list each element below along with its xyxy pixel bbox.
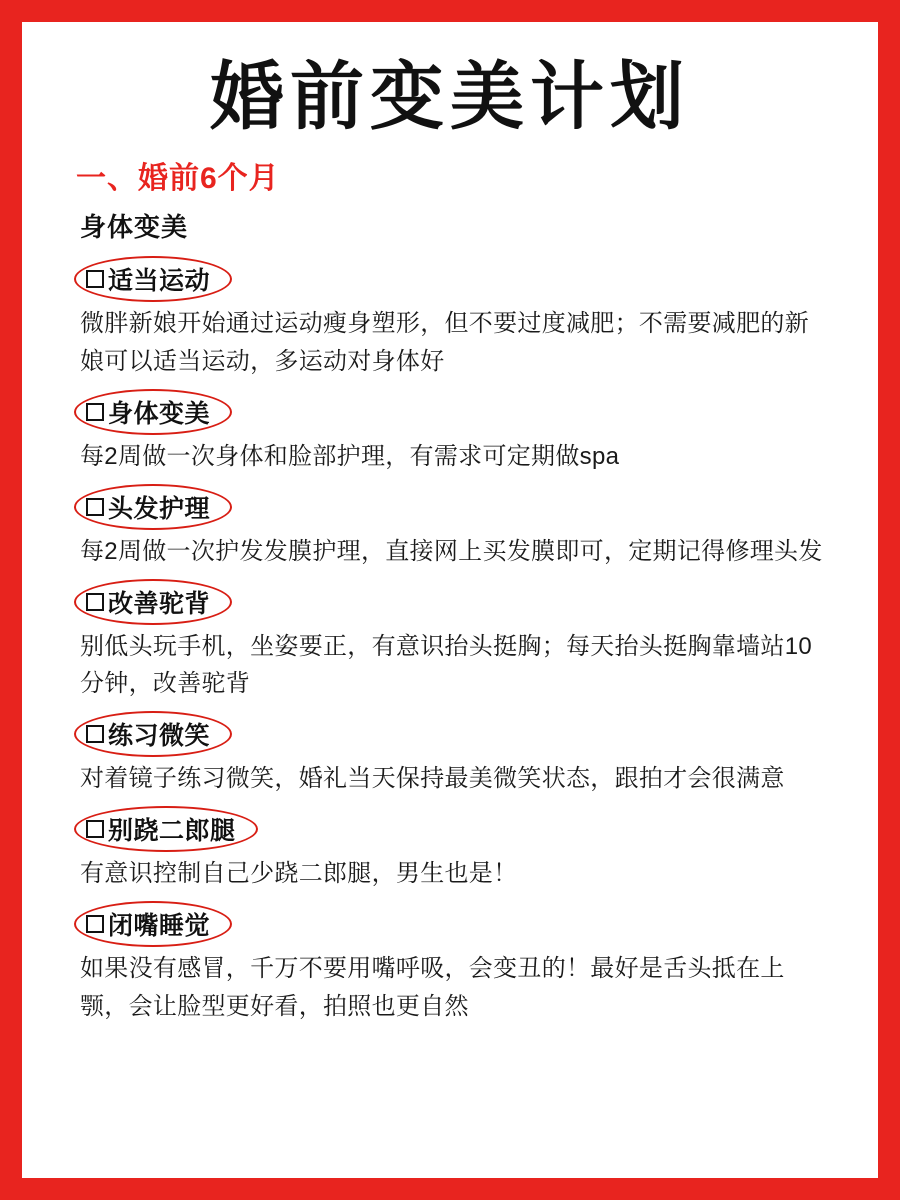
checkbox-icon[interactable] [86, 725, 104, 743]
checklist-item-label: 改善驼背 [108, 589, 211, 618]
checklist-item-header[interactable] [82, 486, 232, 529]
checkbox-icon[interactable] [86, 915, 104, 933]
page-title: 婚前变美计划 [210, 54, 690, 140]
checkbox-icon[interactable] [86, 270, 104, 288]
checkbox-icon[interactable] [86, 498, 104, 516]
list-item [68, 707, 832, 798]
checkbox-icon[interactable] [86, 593, 104, 611]
checklist-item-body: 如果没有感冒，千万不要用嘴呼吸，会变丑的！最好是舌头抵在上颚，会让脸型更好看，拍照也更自然 [80, 955, 785, 1021]
note-page [22, 22, 878, 1178]
checklist-item-body: 别低头玩手机，坐姿要正，有意识抬头挺胸；每天抬头挺胸靠墙站10分钟，改善驼背 [80, 632, 812, 698]
checklist-item-label: 练习微笑 [108, 722, 211, 751]
checklist-item-header[interactable] [82, 581, 232, 624]
checklist-item-label: 别跷二郎腿 [108, 817, 236, 846]
checklist-item-body: 每2周做一次身体和脸部护理，有需求可定期做spa [80, 442, 620, 470]
checklist-item-header[interactable] [82, 391, 232, 434]
list-item [68, 252, 832, 381]
checklist-item-body: 微胖新娘开始通过运动瘦身塑形，但不要过度减肥；不需要减肥的新娘可以适当运动，多运动对身体好 [80, 309, 809, 375]
list-item [68, 802, 832, 893]
checklist-item-body: 有意识控制自己少跷二郎腿，男生也是！ [80, 860, 518, 888]
checklist-item-header[interactable] [82, 258, 232, 301]
checkbox-icon[interactable] [86, 403, 104, 421]
checklist-item-label: 适当运动 [108, 266, 211, 295]
list-item [68, 480, 832, 571]
list-item [68, 385, 832, 476]
section-subheading: 身体变美 [80, 211, 189, 242]
checklist-item-label: 闭嘴睡觉 [108, 912, 211, 941]
section-heading: 一、婚前6个月 [76, 161, 280, 195]
list-item [68, 897, 832, 1026]
checkbox-icon[interactable] [86, 820, 104, 838]
checklist-item-body: 每2周做一次护发发膜护理，直接网上买发膜即可，定期记得修理头发 [80, 537, 823, 565]
checklist-item-header[interactable] [82, 903, 232, 946]
checklist-item-header[interactable] [82, 713, 232, 756]
list-item [68, 575, 832, 704]
checklist-item-label: 头发护理 [108, 494, 211, 523]
checklist-item-label: 身体变美 [108, 399, 211, 428]
checklist-item-header[interactable] [82, 808, 258, 851]
checklist-item-body: 对着镜子练习微笑，婚礼当天保持最美微笑状态，跟拍才会很满意 [80, 765, 785, 793]
